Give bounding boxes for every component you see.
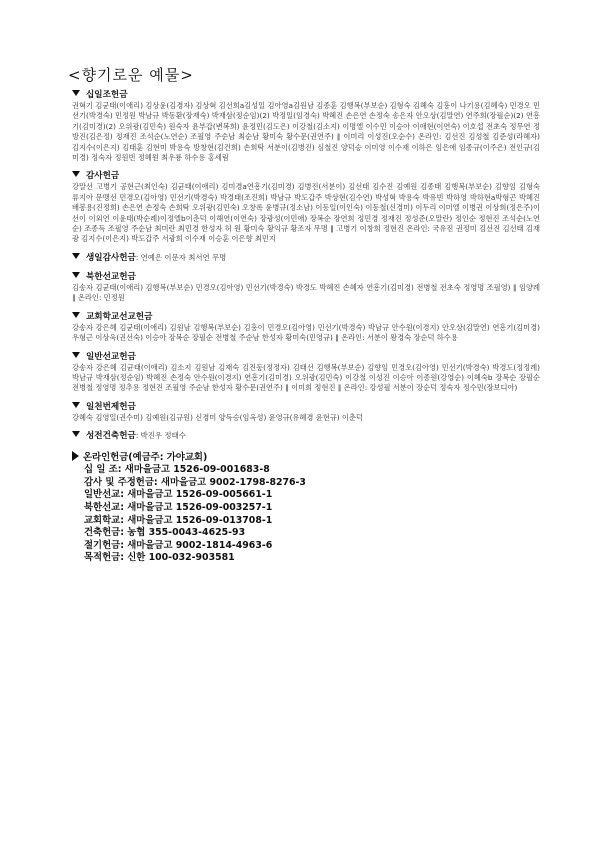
section-body: 강혜숙 김영일(권수미) 김예원(김규원) 신경미 양득승(임옥성) 윤영규(유혜경 윤현규) 이춘덕 bbox=[72, 412, 363, 422]
triangle-bullet-icon bbox=[72, 352, 80, 358]
section-heading: 십일조헌금 bbox=[72, 89, 540, 101]
section-north-korea-mission bbox=[72, 271, 540, 304]
section-body: 권혁기 김균태(이애리) 김상윤(김경자) 김상혁 김선희a김성일 김아영a김원남 김종훈 김행복(부보순) 김형숙 김혜숙 김훙이 나기용(김혜숙) 민경오 민선기(박경숙) 민정원 박남규 박동환(장재숙) 박재삼(정순임)(2) 박정일(임경숙) 박혜진 손은연 손정숙 송은자 안오상(김말연) 연주희(장필순)(2) 연흥기(김미경)(2) 오위광(김민숙) 원숙자 윤부갑(변복희) 윤정민(김도은) 이강철(김소지) 이명엘 이수민 이승아 이애현(이연숙) 이호섭 전초숙 정무연 정방진(김은정) 정재진 조석순(노연순) 조필영 주순남 최순남 황미숙 황수문(권연주) ∥ 이미리 이성진(오순수) 온라인: 김선진 김성철 김준성(라혜자) 김지수(이은지) 김태훈 김현미 박용숙 방창현(김건희) 손희탁 서분이(김병진) 심철진 양덕승 이미영 이수재 이하은 임은애 임종규(이주은) 전인규(김미경) 정숙자 정원빈 정혜원 최우룡 하수용 홍세림 bbox=[72, 101, 540, 163]
section-heading: 일천번제헌금 bbox=[72, 401, 540, 413]
section-inline-names: 박진우 정태수 bbox=[140, 431, 186, 441]
triangle-bullet-icon bbox=[72, 253, 80, 259]
online-heading: 온라인헌금(예금주: 가야교회) bbox=[72, 451, 540, 464]
triangle-bullet-icon bbox=[72, 272, 80, 278]
account-line: 절기헌금: 새마을금고 9002-1814-4963-6 bbox=[84, 539, 273, 551]
section-heading: 성전건축헌금: 박진우 정태수 bbox=[72, 430, 540, 442]
account-line: 교회학교: 새마을금고 1526-09-013708-1 bbox=[84, 514, 273, 526]
triangle-bullet-icon bbox=[72, 431, 80, 437]
section-heading: 북한선교헌금 bbox=[72, 271, 540, 283]
account-line: 목적헌금: 신한 100-032-903581 bbox=[84, 552, 235, 564]
triangle-right-bullet-icon bbox=[72, 451, 79, 461]
section-birthday bbox=[72, 252, 540, 264]
triangle-bullet-icon bbox=[72, 402, 80, 408]
section-heading: 교회학교선교헌금 bbox=[72, 311, 540, 323]
section-body: 강말선 고병기 공현근(최인숙) 김균태(이애리) 김미경a연흥기(김미경) 김병진(서분이) 김선태 김수진 김예원 김종태 김행복(부보순) 김향임 김형숙 류지아 문맹선 민경오(김아영) 민선기(박경숙) 박경태(조진희) 박남규 박도갑주 박상현(김수연) 박성혁 박용숙 박유빈 박하영 박하현a박형곤 박혜진 배봉용(진정희) 손은연 손정숙 손희탁 오위광(김민숙) 오창록 윤병규(정소남) 이동일(이인숙) 이동철(신경미) 이두리 이미엘 이병권 이상희(정은주)이선이 이외연 이윤태(박순례)이정엘b이춘덕 이해연(이연숙) 장광성(이민애) 장복순 장연희 정민경 정재진 정성준(오말란) 정인순 정현진 조석순(노연순) 조종득 조필영 주순남 최미란 최민경 한성자 허 원 황미숙 황익규 황조자 무명 ∥ 고병기 이창희 정현진 온라인: 국유진 권정미 김선진 김선태 김재광 김지수(이은지) 박도갑주 서광희 이수재 이승훈 이은향 최민지 bbox=[72, 182, 540, 244]
triangle-bullet-icon bbox=[72, 312, 80, 318]
account-line: 감사 및 주정헌금: 새마을금고 9002-1798-8276-3 bbox=[84, 476, 306, 488]
account-line: 건축헌금: 농협 355-0043-4625-93 bbox=[84, 527, 246, 539]
account-line: 십 일 조: 새마을금고 1526-09-001683-8 bbox=[84, 464, 270, 476]
triangle-bullet-icon bbox=[72, 171, 80, 177]
account-line: 일반선교: 새마을금고 1526-09-005661-1 bbox=[84, 489, 273, 501]
section-body: 강송자 강은혜 김균태(이애리) 김소지 김원남 김재숙 김진동(정정자) 김태선 김행복(부보순) 김향임 민경오(김아영) 민선기(박경숙) 박경도(정정례) 박남규 박재삼(정순임) 박혜진 손정숙 안수원(이경지) 연흥기(김미경) 오위광(김민숙) 이강철 이성진 이승아 이종원(강영순) 이혜숙b 장복순 장필순 전병철 정영명 정추용 정현진 조필영 주순남 한성자 황수문(권연주) ∥ 이미희 정현진 ∥ 온라인: 강성필 서분이 장순덕 정숙자 정수민(장보디아) bbox=[72, 362, 540, 393]
section-heading: 생일감사헌금: 연예은 이문자 최서연 무명 bbox=[72, 252, 540, 264]
online-offering-accounts bbox=[72, 451, 540, 565]
page-title: <향기로운 예물> bbox=[68, 66, 194, 84]
section-thanks bbox=[72, 170, 540, 244]
section-heading: 일반선교헌금 bbox=[72, 351, 540, 363]
section-body: 김송자 김균태(이애리) 김행복(부보순) 민경오(김아영) 민선기(박경숙) 박경도 박혜진 손혜자 연흥기(김미경) 전병철 전초숙 정영명 조필영) ∥ 임양례 ∥ 온라인: 민정원 bbox=[72, 282, 540, 303]
section-body: 강송자 강은혜 김균태(이애리) 김원남 김행복(부보순) 김훙이 민경오(김아영) 민선기(박경숙) 박남규 안수원(이경지) 안오상(김말연) 연흥기(김미경) 우형근 이상욱(권선숙) 이승아 장복순 장필순 전병철 주순남 한성자 황미숙(민영규) ∥ 온라인: 서분이 왕경숙 장순덕 하수용 bbox=[72, 322, 540, 343]
section-thousand-offering bbox=[72, 401, 540, 423]
section-general-mission bbox=[72, 351, 540, 394]
section-church-school-mission bbox=[72, 311, 540, 344]
section-heading: 감사헌금 bbox=[72, 170, 540, 182]
account-line: 북한선교: 새마을금고 1526-09-003257-1 bbox=[84, 501, 273, 513]
section-tithe bbox=[72, 89, 540, 163]
section-inline-names: 연예은 이문자 최서연 무명 bbox=[140, 252, 227, 262]
triangle-bullet-icon bbox=[72, 90, 80, 96]
section-building-fund bbox=[72, 430, 540, 442]
